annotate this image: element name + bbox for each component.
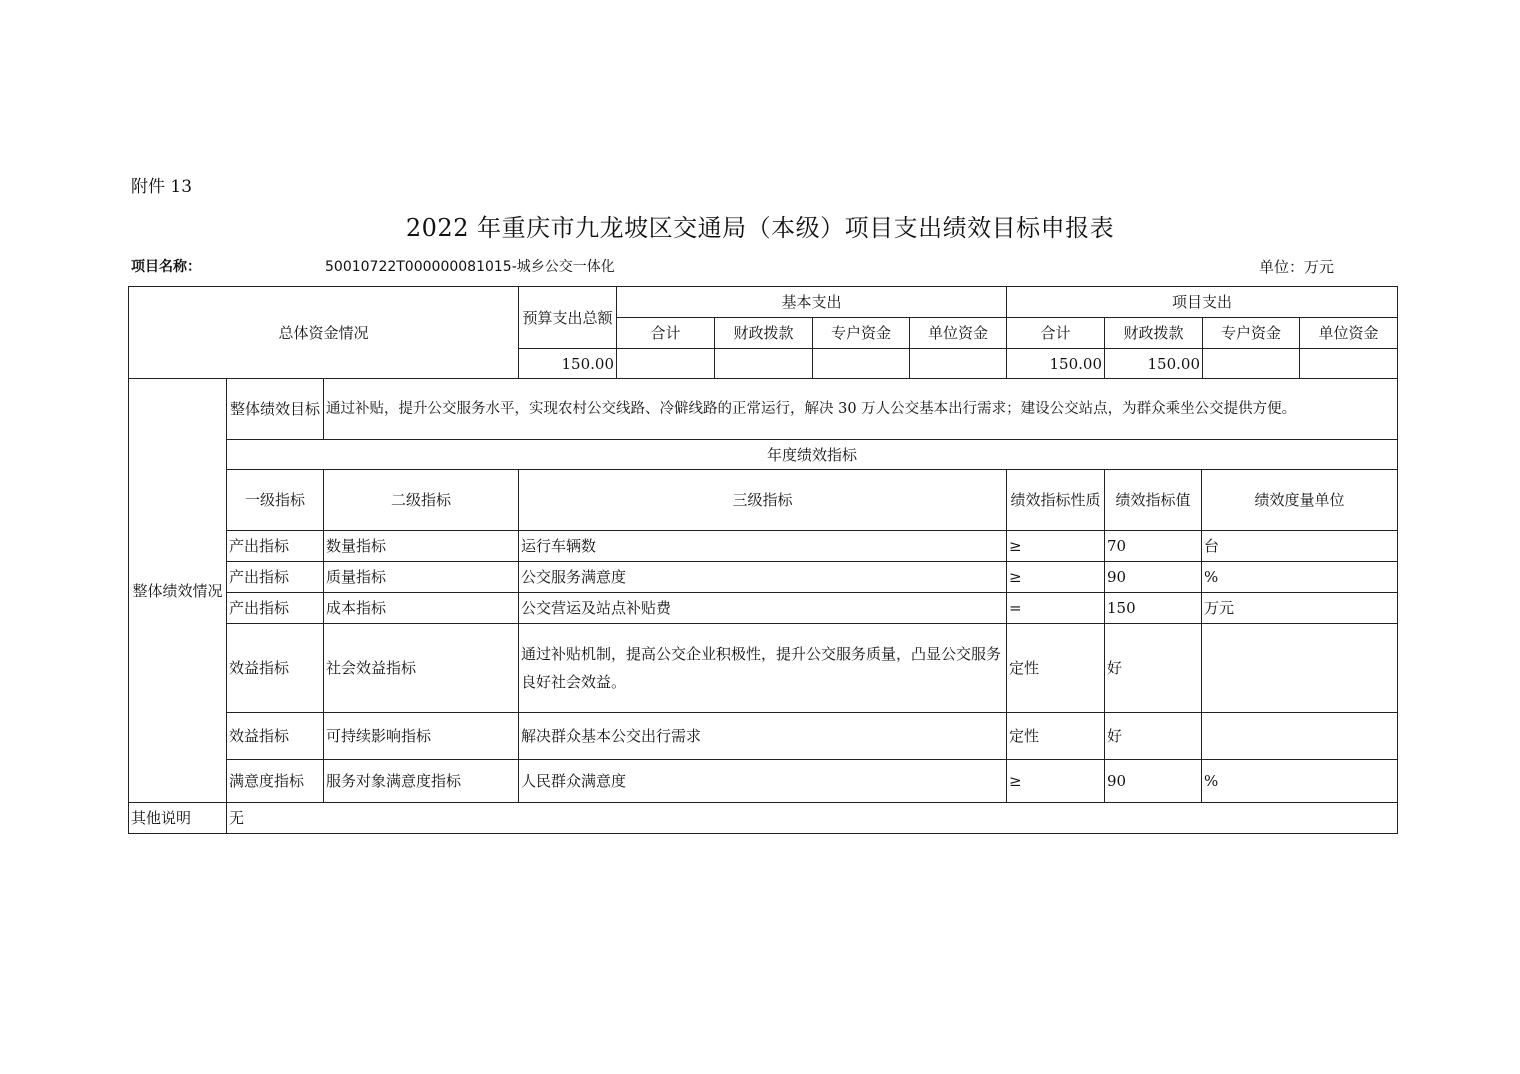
row-unit	[1202, 713, 1398, 760]
project-fiscal-header: 财政拨款	[1105, 318, 1203, 349]
funds-row-label: 总体资金情况	[129, 287, 519, 379]
row-l2: 质量指标	[324, 562, 519, 593]
row-nature: ≥	[1007, 531, 1105, 562]
project-unit-value	[1300, 349, 1398, 379]
row-l2: 社会效益指标	[324, 624, 519, 713]
row-unit: %	[1202, 562, 1398, 593]
table-row	[129, 531, 1398, 562]
budget-total-value: 150.00	[519, 349, 617, 379]
header-nature: 绩效指标性质	[1007, 470, 1105, 531]
basic-unit-value	[910, 349, 1007, 379]
row-l2: 数量指标	[324, 531, 519, 562]
other-notes-label: 其他说明	[129, 803, 227, 834]
goal-label: 整体绩效目标	[227, 379, 324, 440]
row-value: 150	[1105, 593, 1202, 624]
row-l2: 成本指标	[324, 593, 519, 624]
row-l3: 公交营运及站点补贴费	[519, 593, 1007, 624]
basic-total-header: 合计	[617, 318, 715, 349]
row-value: 好	[1105, 713, 1202, 760]
header-value: 绩效指标值	[1105, 470, 1202, 531]
goal-text: 通过补贴，提升公交服务水平，实现农村公交线路、冷僻线路的正常运行，解决 30 万人公交基本出行需求；建设公交站点，为群众乘坐公交提供方便。	[324, 379, 1398, 440]
project-name-value: 50010722T000000081015-城乡公交一体化	[325, 259, 615, 275]
header-unit: 绩效度量单位	[1202, 470, 1398, 531]
budget-total-header: 预算支出总额	[519, 287, 617, 349]
row-value: 70	[1105, 531, 1202, 562]
annex-label: 附件 13	[131, 177, 193, 197]
row-l1: 产出指标	[227, 562, 324, 593]
basic-expense-header: 基本支出	[617, 287, 1007, 318]
row-nature: 定性	[1007, 713, 1105, 760]
row-nature: ≥	[1007, 562, 1105, 593]
row-l2: 可持续影响指标	[324, 713, 519, 760]
basic-special-value	[813, 349, 910, 379]
basic-fiscal-header: 财政拨款	[715, 318, 813, 349]
project-special-header: 专户资金	[1203, 318, 1300, 349]
basic-fiscal-value	[715, 349, 813, 379]
other-notes-table	[128, 802, 1398, 834]
row-l3: 解决群众基本公交出行需求	[519, 713, 1007, 760]
row-nature: =	[1007, 593, 1105, 624]
row-l1: 满意度指标	[227, 760, 324, 803]
basic-total-value	[617, 349, 715, 379]
row-nature: ≥	[1007, 760, 1105, 803]
performance-table	[128, 378, 1398, 803]
table-row	[129, 760, 1398, 803]
table-row	[129, 713, 1398, 760]
project-total-header: 合计	[1007, 318, 1105, 349]
row-nature: 定性	[1007, 624, 1105, 713]
page-title: 2022 年重庆市九龙坡区交通局（本级）项目支出绩效目标申报表	[405, 214, 1115, 242]
row-l1: 效益指标	[227, 713, 324, 760]
unit-label: 单位：万元	[1259, 258, 1335, 276]
row-l2: 服务对象满意度指标	[324, 760, 519, 803]
row-unit	[1202, 624, 1398, 713]
project-expense-header: 项目支出	[1007, 287, 1398, 318]
annual-indicators-header: 年度绩效指标	[227, 440, 1398, 470]
row-l1: 产出指标	[227, 593, 324, 624]
project-special-value	[1203, 349, 1300, 379]
row-unit: 台	[1202, 531, 1398, 562]
table-row	[129, 624, 1398, 713]
basic-special-header: 专户资金	[813, 318, 910, 349]
project-unit-header: 单位资金	[1300, 318, 1398, 349]
header-level1: 一级指标	[227, 470, 324, 531]
row-l3: 公交服务满意度	[519, 562, 1007, 593]
table-row	[129, 593, 1398, 624]
row-l1: 效益指标	[227, 624, 324, 713]
header-level3: 三级指标	[519, 470, 1007, 531]
row-value: 90	[1105, 562, 1202, 593]
row-l3: 人民群众满意度	[519, 760, 1007, 803]
row-unit: %	[1202, 760, 1398, 803]
project-fiscal-value: 150.00	[1105, 349, 1203, 379]
basic-unit-header: 单位资金	[910, 318, 1007, 349]
header-level2: 二级指标	[324, 470, 519, 531]
row-value: 90	[1105, 760, 1202, 803]
project-name-label: 项目名称：	[131, 259, 201, 275]
row-value: 好	[1105, 624, 1202, 713]
project-total-value: 150.00	[1007, 349, 1105, 379]
table-row	[129, 562, 1398, 593]
row-l1: 产出指标	[227, 531, 324, 562]
row-l3: 通过补贴机制，提高公交企业积极性，提升公交服务质量，凸显公交服务良好社会效益。	[519, 624, 1007, 713]
performance-section-label: 整体绩效情况	[129, 379, 227, 803]
other-notes-value: 无	[227, 803, 1398, 834]
funds-table	[128, 286, 1398, 379]
row-unit: 万元	[1202, 593, 1398, 624]
row-l3: 运行车辆数	[519, 531, 1007, 562]
